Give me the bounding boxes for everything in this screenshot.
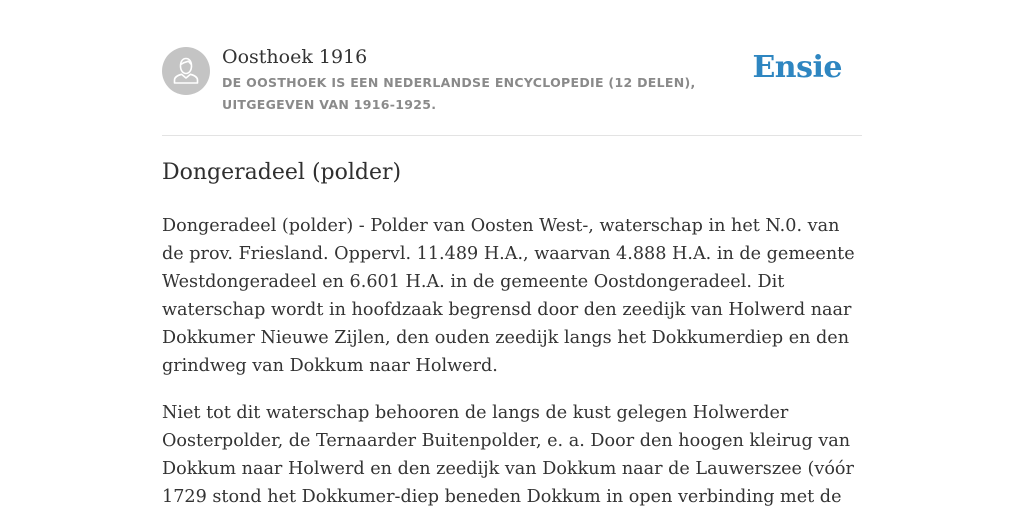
page	[162, 0, 862, 507]
user-avatar-icon[interactable]	[162, 47, 210, 95]
article-body	[162, 212, 862, 512]
article-paragraph: Dongeradeel (polder) - Polder van Oosten West-, waterschap in het N.0. van de prov. Friesland. Oppervl. 11.489 H.A., waarvan 4.888 H.A. in de gemeente Westdongeradeel en 6.601 H.A. in de gemeente Oostdongeradeel. Dit waterschap wordt in hoofdzaak begrensd door den zeedijk van Holwerd naar Dokkumer Nieuwe Zijlen, den ouden zeedijk langs het Dokkumerdiep en den grindweg van Dokkum naar Holwerd.	[162, 216, 855, 376]
ensie-logo[interactable]: Ensie	[752, 50, 842, 85]
article-title: Dongeradeel (polder)	[162, 160, 402, 185]
source-title[interactable]: Oosthoek 1916	[222, 46, 368, 68]
article-paragraph: Niet tot dit waterschap behooren de langs de kust gelegen Holwerder Oosterpolder, de Ternaarder Buitenpolder, e. a. Door den hoogen kleirug van Dokkum naar Holwerd en den zeedijk van Dokkum naar de Lauwerszee (vóór 1729 stond het Dokkumer-diep beneden Dokkum in open verbinding met de	[162, 403, 854, 507]
source-description: DE OOSTHOEK IS EEN NEDERLANDSE ENCYCLOPEDIE (12 DELEN), UITGEGEVEN VAN 1916-1925.	[222, 75, 696, 112]
source-header	[162, 0, 862, 136]
